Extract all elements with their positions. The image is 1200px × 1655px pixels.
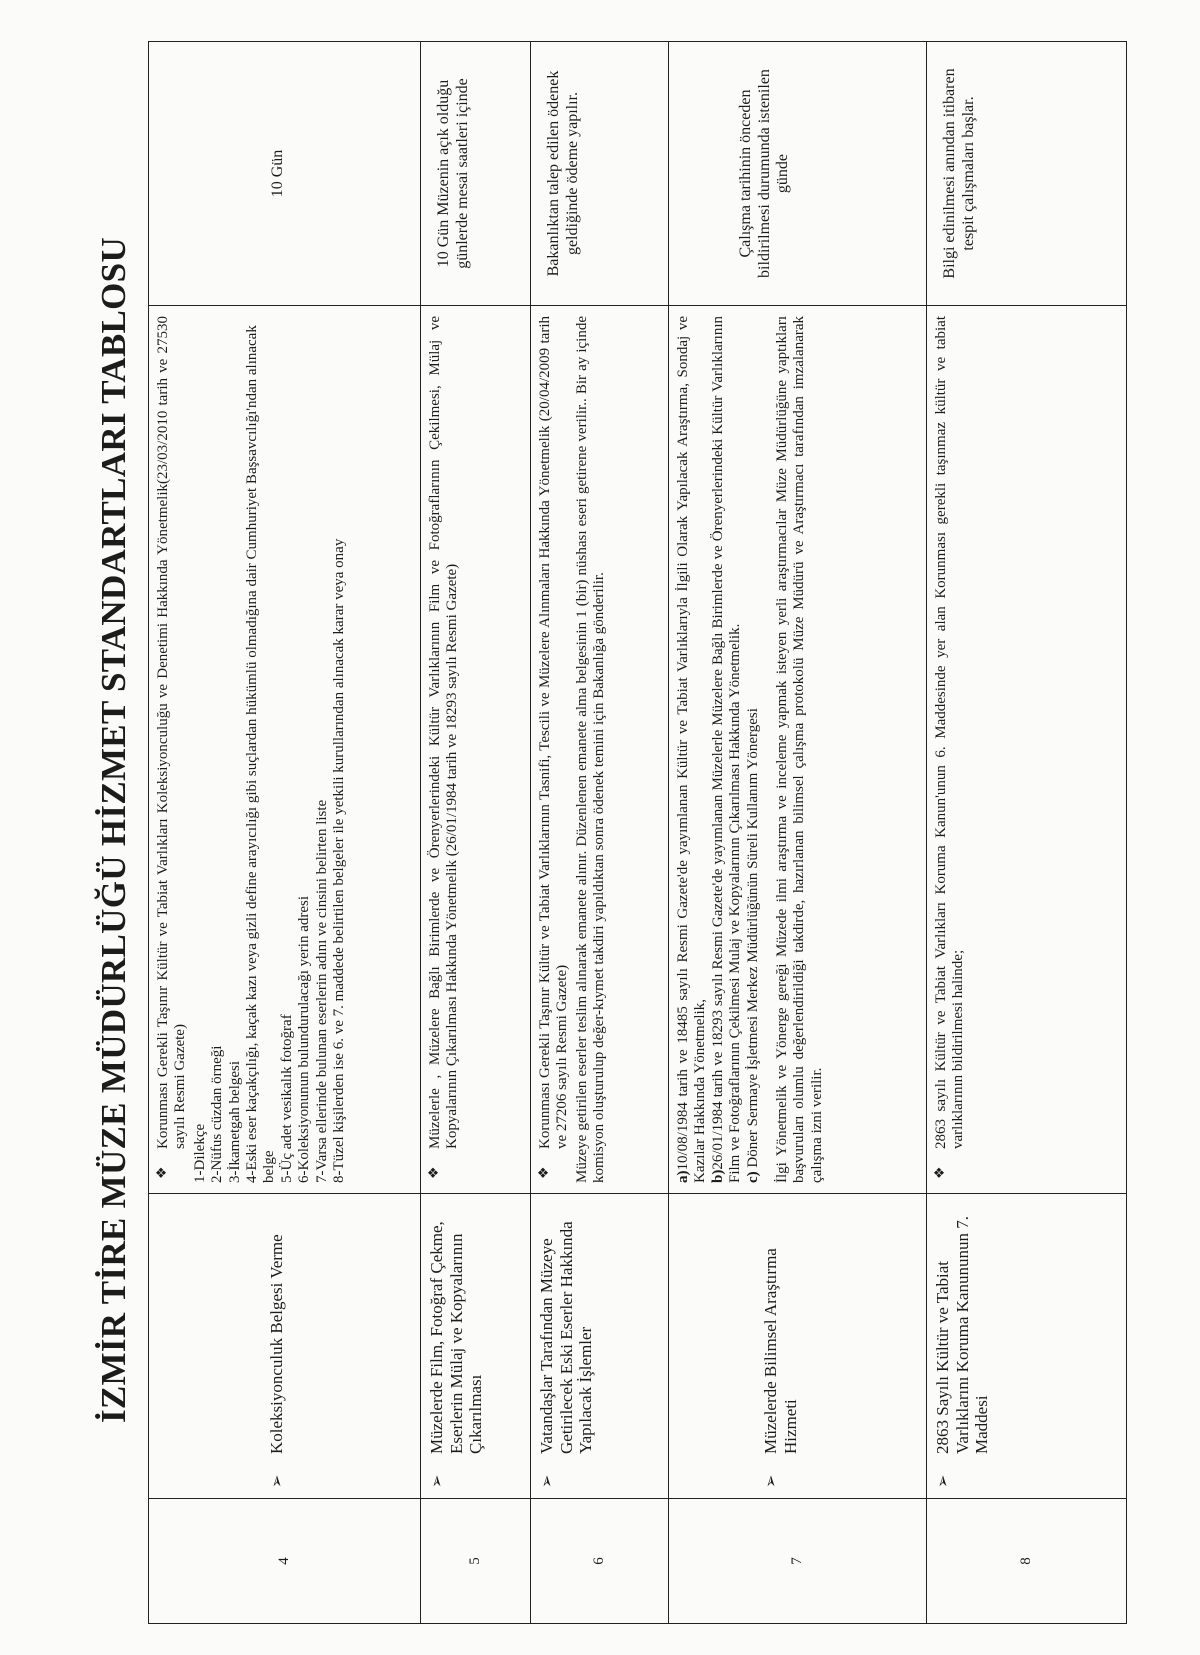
required-documents-cell [421, 306, 531, 1194]
procedure-note: Müzeye getirilen eserler teslim alınarak emanete alınır. Düzenlenen emanete alma belgesinin 1 (bir) nüshası eseri getirene verilir.. Bir ay içinde komisyon oluşturulup değer-kıymet takdiri yapıldıktan sonra ödenek temini için Bakanlığa gönderilir. [573, 316, 608, 1183]
regulation-b-text: 26/01/1984 tarih ve 18293 sayılı Resmi Gazete'de yayımlanan Müzelerle Müzelere Bağlı Birimlerde ve Örenyerlerindeki Kültür Varlıklarının Film ve Fotoğraflarının Çekilmesi Mulaj ve Kopyalarının Çıkarılması Hakkında Yönetmelik. [709, 316, 744, 1183]
regulation-c-text: Döner Sermaye İşletmesi Merkez Müdürlüğünün Süreli Kullanım Yönergesi [744, 708, 761, 1168]
row-number: 5 [421, 1499, 531, 1624]
completion-time: 10 Gün [269, 149, 286, 198]
row-number: 4 [149, 1499, 421, 1624]
item-label-a: a) [675, 1170, 691, 1183]
regulation-a [675, 316, 710, 1183]
list-item: 7-Varsa ellerinde bulunan eserlerin adını ve cinsini belirten liste [313, 799, 330, 1183]
service-name: Vatandaşlar Tarafından Müzeye Getirilecek Eski Eserler Hakkında Yapılacak İşlemler [537, 1221, 596, 1454]
required-documents-cell [669, 306, 927, 1194]
item-label-b: b) [709, 1169, 726, 1183]
completion-time-cell [531, 42, 669, 306]
diamond-bullet-icon: ❖ [155, 1166, 170, 1179]
regulation-text: 2863 sayılı Kültür ve Tabiat Varlıkları Koruma Kanun'unun 6. Maddesinde yer alan Korunması gerekli taşınmaz kültür ve tabiat varlıklarının bildirilmesi halinde; [933, 316, 967, 1149]
regulation-text: Korunması Gerekli Taşınır Kültür ve Tabiat Varlıkları Koleksiyonculuğu ve Denetimi Hakkında Yönetmelik(23/03/2010 tarih ve 27530 sayılı Resmi Gazete) [155, 316, 189, 1149]
service-name: Müzelerde Film, Fotoğraf Çekme, Eserlerin Mülaj ve Kopyalarının Çıkarılması [427, 1221, 486, 1454]
table-row [531, 42, 669, 1624]
table-row [927, 42, 1127, 1624]
regulation-text: Korunması Gerekli Taşınır Kültür ve Tabiat Varlıklarının Tasnifi, Tescili ve Müzelere Alınmaları Hakkında Yönetmelik (20/04/2009 tarih ve 27206 sayılı Resmi Gazete) [537, 316, 571, 1149]
service-name: Müzelerde Bilimsel Araştırma Hizmeti [761, 1248, 800, 1454]
completion-time-cell [421, 42, 531, 306]
page-title: İZMİR TİRE MÜZE MÜDÜRLÜĞÜ HİZMET STANDARTLARI TABLOSU [94, 236, 133, 1424]
required-documents-cell [531, 306, 669, 1194]
title-area [78, 60, 150, 1600]
list-item: 1-Dilekçe [191, 1123, 208, 1183]
completion-time-cell [149, 42, 421, 306]
row-number: 6 [531, 1499, 669, 1624]
completion-time: Bakanlıktan talep edilen ödenek geldiğinde ödeme yapılır. [545, 70, 581, 277]
completion-time: Bilgi edinilmesi anından itibaren tespit çalışmaları başlar. [941, 68, 977, 279]
regulation-a-text: 10/08/1984 tarih ve 18485 sayılı Resmi Gazete'de yayımlanan Kültür ve Tabiat Varlıklarıyla İlgili Olarak Yapılacak Araştırma, Sondaj ve Kazılar Hakkında Yönetmelik, [675, 316, 709, 1183]
documents-list [192, 316, 349, 1183]
completion-time: Çalışma tarihinin önceden bildirilmesi durumunda istenilen günde [737, 69, 792, 278]
service-standards-table [148, 41, 1127, 1624]
service-name: Koleksiyonculuk Belgesi Verme [267, 1234, 286, 1454]
service-name-cell [149, 1194, 421, 1499]
row-number: 8 [927, 1499, 1127, 1624]
arrowhead-bullet-icon: ➢ [269, 1474, 286, 1488]
required-documents-cell [927, 306, 1127, 1194]
row-number: 7 [669, 1499, 927, 1624]
list-item: 3-İkametgah belgesi [226, 1060, 243, 1183]
completion-time: 10 Gün Müzenin açık olduğu günlerde mesai saatleri içinde [435, 78, 471, 269]
list-item: 2-Nüfus cüzdan örneği [209, 1045, 226, 1183]
diamond-bullet-icon: ❖ [933, 1166, 948, 1179]
completion-time-cell [927, 42, 1127, 306]
arrowhead-bullet-icon: ➢ [539, 1474, 556, 1488]
service-name-cell [927, 1194, 1127, 1499]
regulation-c [745, 316, 762, 1183]
service-name-cell [531, 1194, 669, 1499]
completion-time-cell [669, 42, 927, 306]
regulation-b [710, 316, 745, 1183]
arrowhead-bullet-icon: ➢ [429, 1474, 446, 1488]
list-item: 5-Üç adet vesikalık fotoğraf [278, 1014, 295, 1183]
regulation-text: Müzelerle , Müzelere Bağlı Birimlerde ve Örenyerlerindeki Kültür Varlıklarının Film ve Fotoğraflarının Çekilmesi, Mülaj ve Kopyalarının Çıkarılması Hakkında Yönetmelik (26/01/1984 tarih ve 18293 sayılı Resmi Gazete) [427, 316, 461, 1149]
table-row [149, 42, 421, 1624]
arrowhead-bullet-icon: ➢ [763, 1474, 780, 1488]
rotated-table-frame [148, 42, 1126, 1624]
table-row [421, 42, 531, 1624]
diamond-bullet-icon: ❖ [537, 1166, 552, 1179]
procedure-note: İlgi Yönetmelik ve Yönerge gereği Müzede ilmi araştırma ve inceleme yapmak isteyen yerli araştırmacılar Müze Müdürlüğüne yaptıkları başvuruları olumlu değerlendirildiği takdirde, hazırlanan bilimsel çalışma protokolü Müze Müdürü ve Araştırmacı tarafından imzalanarak çalışma izni verilir. [773, 316, 825, 1183]
diamond-bullet-icon: ❖ [427, 1166, 442, 1179]
list-item: 4-Eski eser kaçakçılığı, kaçak kazı veya gizli define arayıcılığı gibi suçlardan hükümlü olmadığına dair Cumhuriyet Başsavcılığı'ndan alınacak belge [243, 325, 278, 1183]
service-name-cell [669, 1194, 927, 1499]
required-documents-cell [149, 306, 421, 1194]
service-name: 2863 Sayılı Kültür ve Tabiat Varlıklarını Koruma Kanununun 7. Maddesi [933, 1216, 992, 1454]
table-row [669, 42, 927, 1624]
service-name-cell [421, 1194, 531, 1499]
item-label-c: c) [744, 1171, 761, 1183]
list-item: 6-Koleksiyonunun bulundurulacağı yerin adresi [296, 895, 313, 1183]
arrowhead-bullet-icon: ➢ [935, 1474, 952, 1488]
table-container [148, 42, 1126, 1624]
list-item: 8-Tüzel kişilerden ise 6. ve 7. maddede belirtilen belgeler ile yetkili kurullarından alınacak karar veya onay [330, 538, 347, 1183]
